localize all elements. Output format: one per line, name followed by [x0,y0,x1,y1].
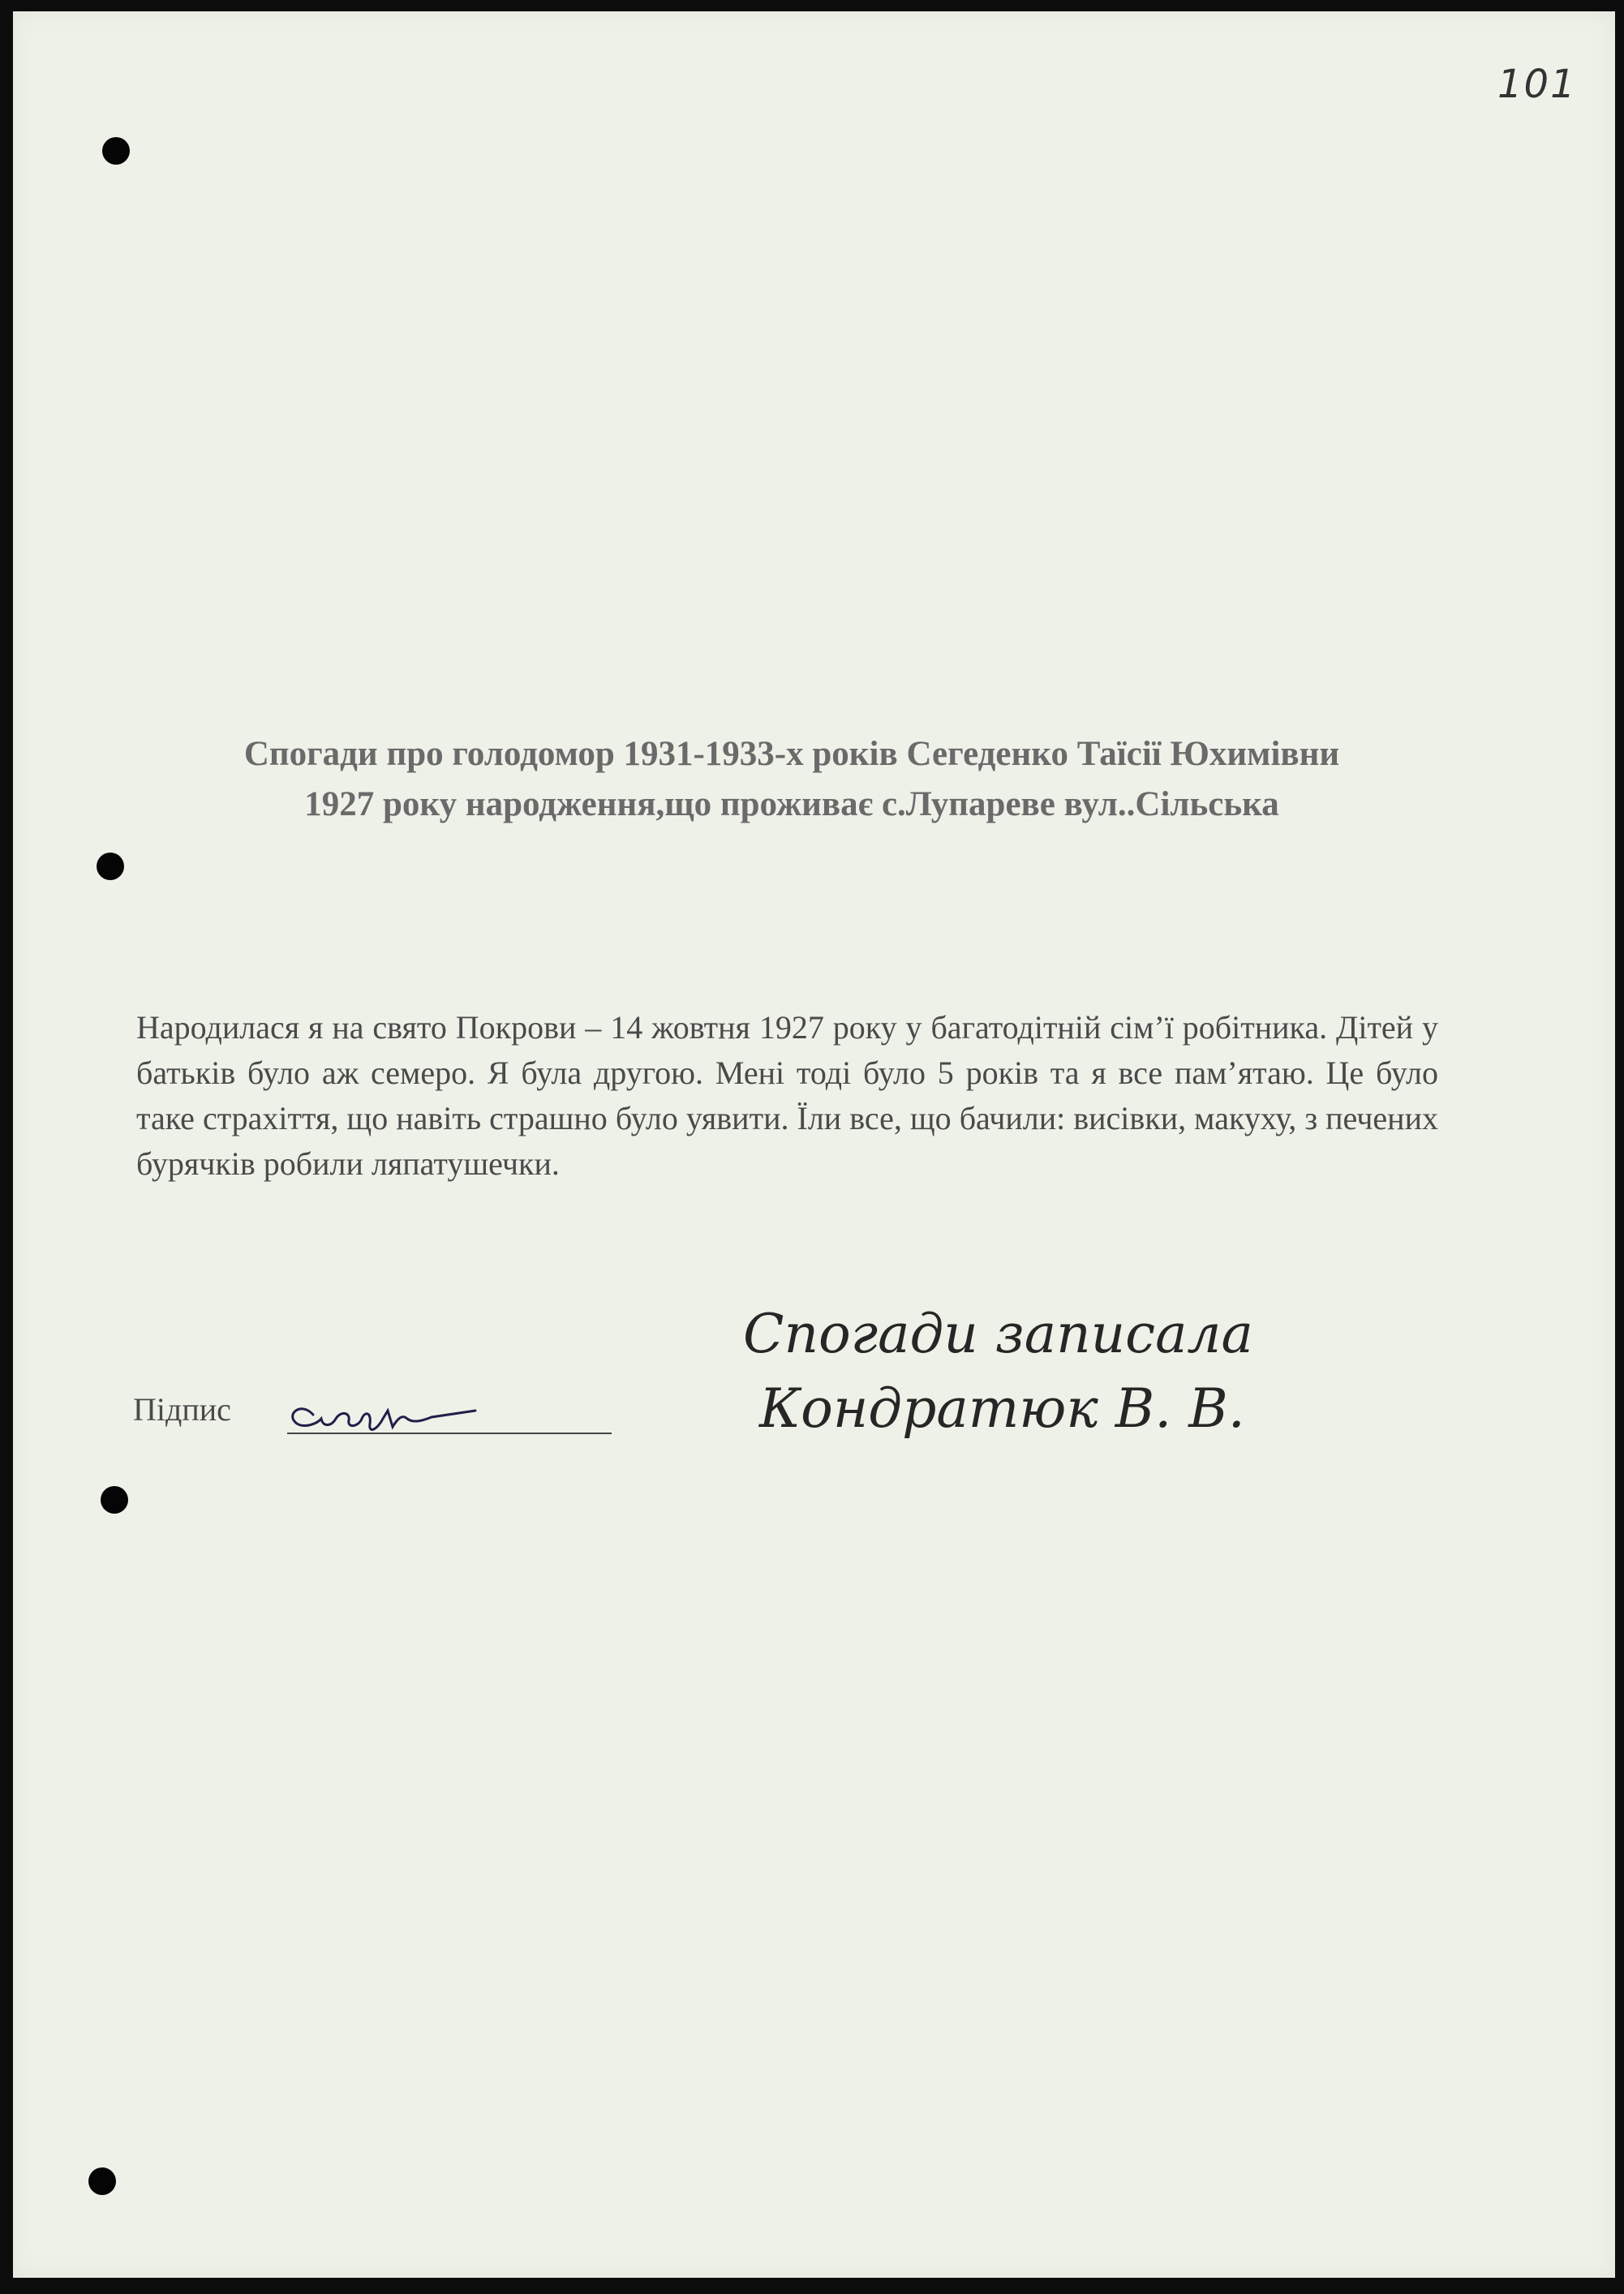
document-title [159,729,1424,830]
page-number: 101 [1497,62,1577,107]
punch-hole [97,853,124,880]
document-page [13,11,1615,2278]
memoir-text: Народилася я на свято Покрови – 14 жовтня 1927 року у багатодітній сім’ї робітника. Дітей у батьків було аж семеро. Я була другою. Мені тоді було 5 років та я все пам’ятаю. Це було таке страхіття, що навіть страшно було уявити. Їли все, що бачили: висівки, макуху, з печених бурячків робили ляпатушечки. [136,1009,1438,1182]
recorder-note [743,1297,1253,1446]
recorder-note-line-1: Спогади записала [743,1303,1253,1365]
punch-hole [88,2167,116,2195]
recorder-note-line-2: Кондратюк В. В. [759,1377,1245,1440]
title-line-1: Спогади про голодомор 1931-1933-х років Сегеденко Таїсії Юхимівни [243,735,1340,773]
signature-line [287,1433,612,1434]
title-line-2: 1927 року народження,що проживає с.Лупареве вул..Сільська [304,785,1279,823]
punch-hole [101,1486,128,1514]
signature-label: Підпис [133,1391,231,1428]
punch-hole [102,137,130,165]
